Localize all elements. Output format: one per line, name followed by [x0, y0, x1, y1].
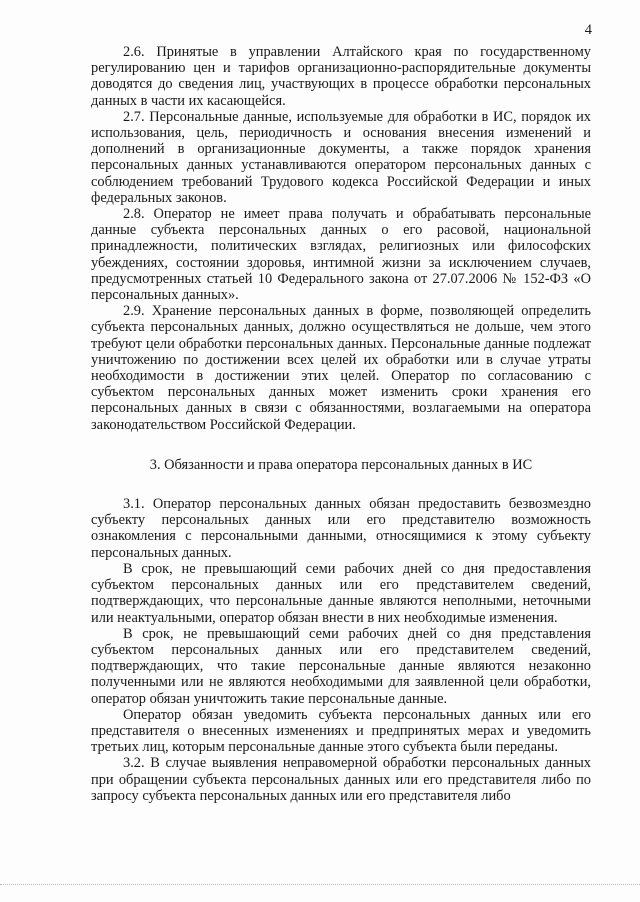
document-body [91, 44, 591, 804]
paragraph-3-1-notification: Оператор обязан уведомить субъекта персональных данных или его представителя о внесенных изменениях и предпринятых мерах и уведомить третьих лиц, которым персональные данные этого субъекта были переданы. [91, 706, 591, 756]
paragraph-2-7: 2.7. Персональные данные, используемые для обработки в ИС, порядок их использования, цель, периодичность и основания внесения изменений и дополнений в организационные документы, а также порядок хранения персональных данных устанавливаются оператором персональных данных с соблюдением требований Трудового кодекса Российской Федерации и иных федеральных законов. [91, 108, 591, 206]
paragraph-2-9: 2.9. Хранение персональных данных в форме, позволяющей определить субъекта персональных данных, должно осуществляться не дольше, чем этого требуют цели обработки персональных данных. Персональные данные подлежат уничтожению по достижении всех целей их обработки или в случае утраты необходимости в достижении этих целей. Оператор по согласованию с субъектом персональных данных может изменить сроки хранения его персональных данных в связи с обязанностями, возлагаемыми на оператора законодательством Российской Федерации. [91, 303, 591, 433]
paragraph-3-1-correction: В срок, не превышающий семи рабочих дней со дня предоставления субъектом персональных данных или его представителем сведений, подтверждающих, что персональные данные являются неполными, неточными или неактуальными, оператор обязан внести в них необходимые изменения. [91, 560, 591, 626]
paragraph-2-8: 2.8. Оператор не имеет права получать и обрабатывать персональные данные субъекта персональных данных о его расовой, национальной принадлежности, политических взглядах, религиозных или философских убеждениях, состоянии здоровья, интимной жизни за исключением случаев, предусмотренных статьей 10 Федерального закона от 27.07.2006 № 152-ФЗ «О персональных данных». [91, 206, 591, 304]
scan-edge-line [0, 884, 640, 885]
paragraph-3-1: 3.1. Оператор персональных данных обязан предоставить безвозмездно субъекту персональных данных или его представителю возможность ознакомления с персональными данными, относящимися к этому субъекту персональных данных. [91, 496, 591, 561]
section-heading: 3. Обязанности и права оператора персональных данных в ИС [149, 456, 533, 473]
paragraph-2-6: 2.6. Принятые в управлении Алтайского края по государственному регулированию цен и тарифов организационно-распорядительные документы доводятся до сведения лиц, участвующих в процессе обработки персональных данных в части их касающейся. [91, 44, 591, 109]
paragraph-3-1-destruction: В срок, не превышающий семи рабочих дней со дня представления субъектом персональных данных или его представителем сведений, подтверждающих, что такие персональные данные являются незаконно полученными или не являются необходимыми для заявленной цели обработки, оператор обязан уничтожить такие персональные данные. [91, 625, 591, 707]
page-number: 4 [584, 22, 592, 38]
paragraph-3-2: 3.2. В случае выявления неправомерной обработки персональных данных при обращении субъекта персональных данных или его представителя либо по запросу субъекта персональных данных или его представителя либо [91, 755, 591, 804]
